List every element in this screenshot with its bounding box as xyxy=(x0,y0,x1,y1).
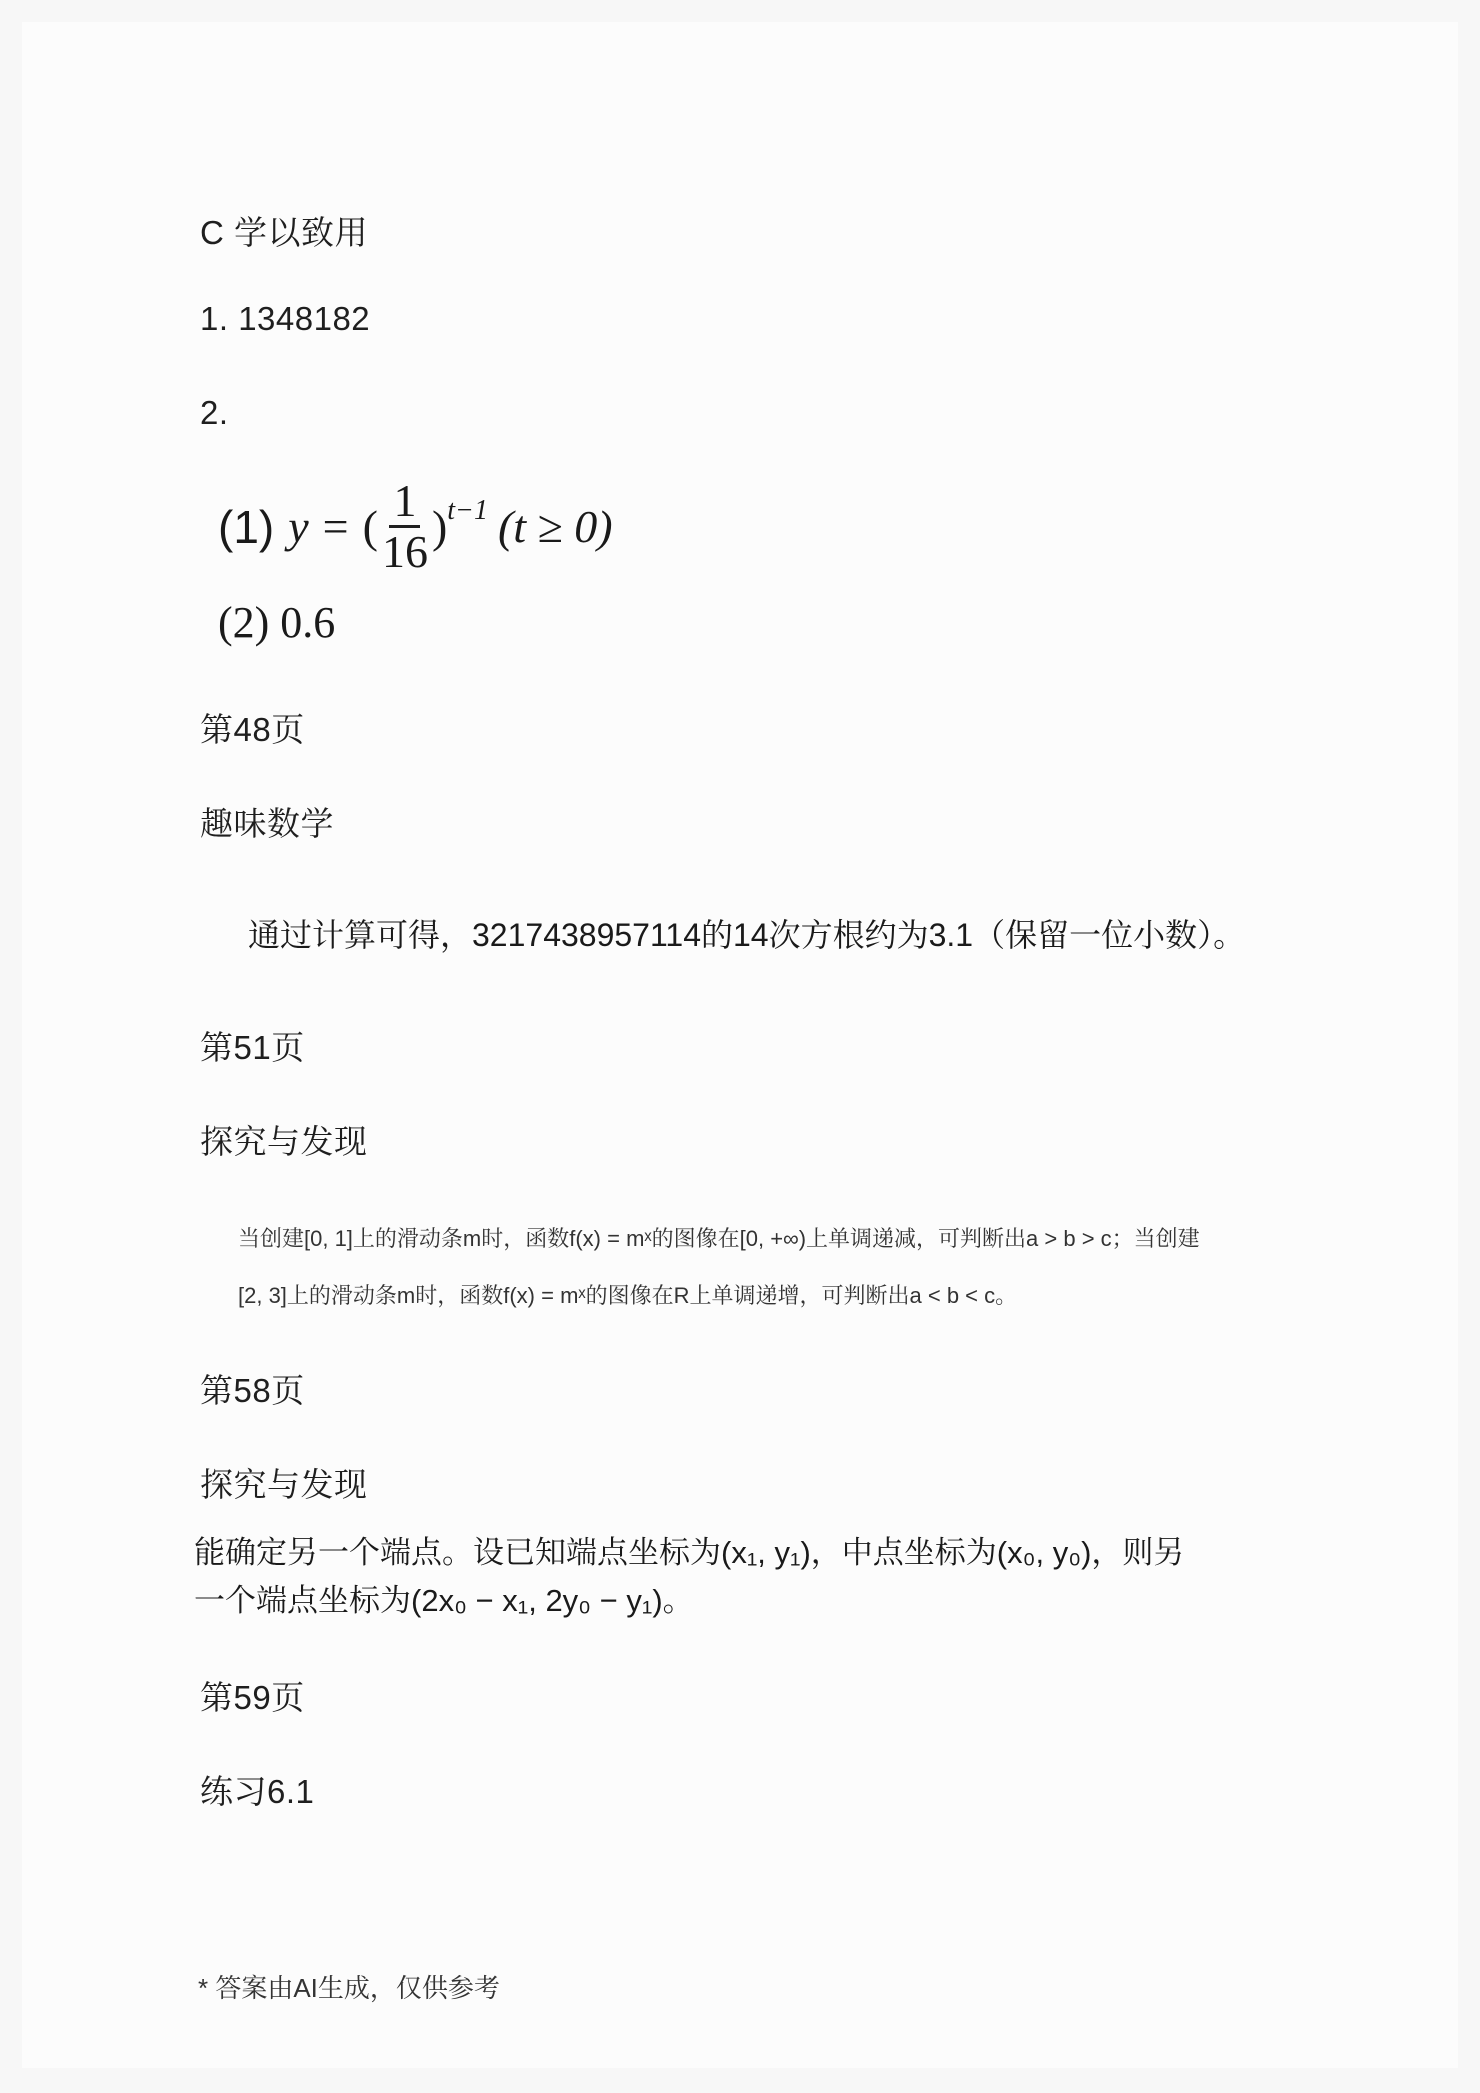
page-label-48: 第48页 xyxy=(200,711,305,748)
answer-item-1: 1. 1348182 xyxy=(200,300,371,337)
page-label-59: 第59页 xyxy=(200,1679,305,1716)
section-title-c: C 学以致用 xyxy=(200,214,368,251)
ai-disclaimer: * 答案由AI生成，仅供参考 xyxy=(198,1973,500,2003)
section-title-fun-math: 趣味数学 xyxy=(200,805,334,842)
formula-1-condition: (t ≥ 0) xyxy=(497,501,613,553)
document-page xyxy=(22,22,1458,2068)
page-label-51: 第51页 xyxy=(200,1029,305,1066)
formula-1 xyxy=(218,477,613,577)
formula-1-numerator: 1 xyxy=(389,477,420,528)
section-title-exercise: 练习6.1 xyxy=(200,1773,315,1810)
formula-1-eq: = xyxy=(322,501,349,553)
section-title-explore-51: 探究与发现 xyxy=(200,1123,368,1160)
formula-1-denominator: 16 xyxy=(381,526,428,578)
formula-1-open: ( xyxy=(362,501,378,553)
answer-text-48: 通过计算可得，3217438957114的14次方根约为3.1（保留一位小数）。 xyxy=(248,917,1246,953)
answer-text-51-line1: 当创建[0, 1]上的滑动条m时，函数f(x) = mˣ的图像在[0, +∞)上单调递减，可判断出a > b > c；当创建 xyxy=(238,1226,1200,1251)
formula-1-fraction xyxy=(382,477,428,577)
formula-1-exponent: t−1 xyxy=(447,495,488,526)
page-label-58: 第58页 xyxy=(200,1372,305,1409)
answer-text-58-line2: 一个端点坐标为(2x₀ − x₁, 2y₀ − y₁)。 xyxy=(194,1583,694,1618)
answer-item-2: 2. xyxy=(200,394,229,431)
answer-text-51-line2: [2, 3]上的滑动条m时，函数f(x) = mˣ的图像在R上单调递增，可判断出a < b < c。 xyxy=(238,1283,1018,1308)
formula-1-prefix: (1) xyxy=(218,500,275,553)
answer-text-58-line1: 能确定另一个端点。设已知端点坐标为(x₁, y₁)，中点坐标为(x₀, y₀)，则另 xyxy=(194,1535,1185,1570)
section-title-explore-58: 探究与发现 xyxy=(200,1466,368,1503)
formula-1-var: y xyxy=(288,501,309,553)
formula-2: (2) 0.6 xyxy=(218,598,336,647)
formula-1-close: ) xyxy=(431,501,448,553)
